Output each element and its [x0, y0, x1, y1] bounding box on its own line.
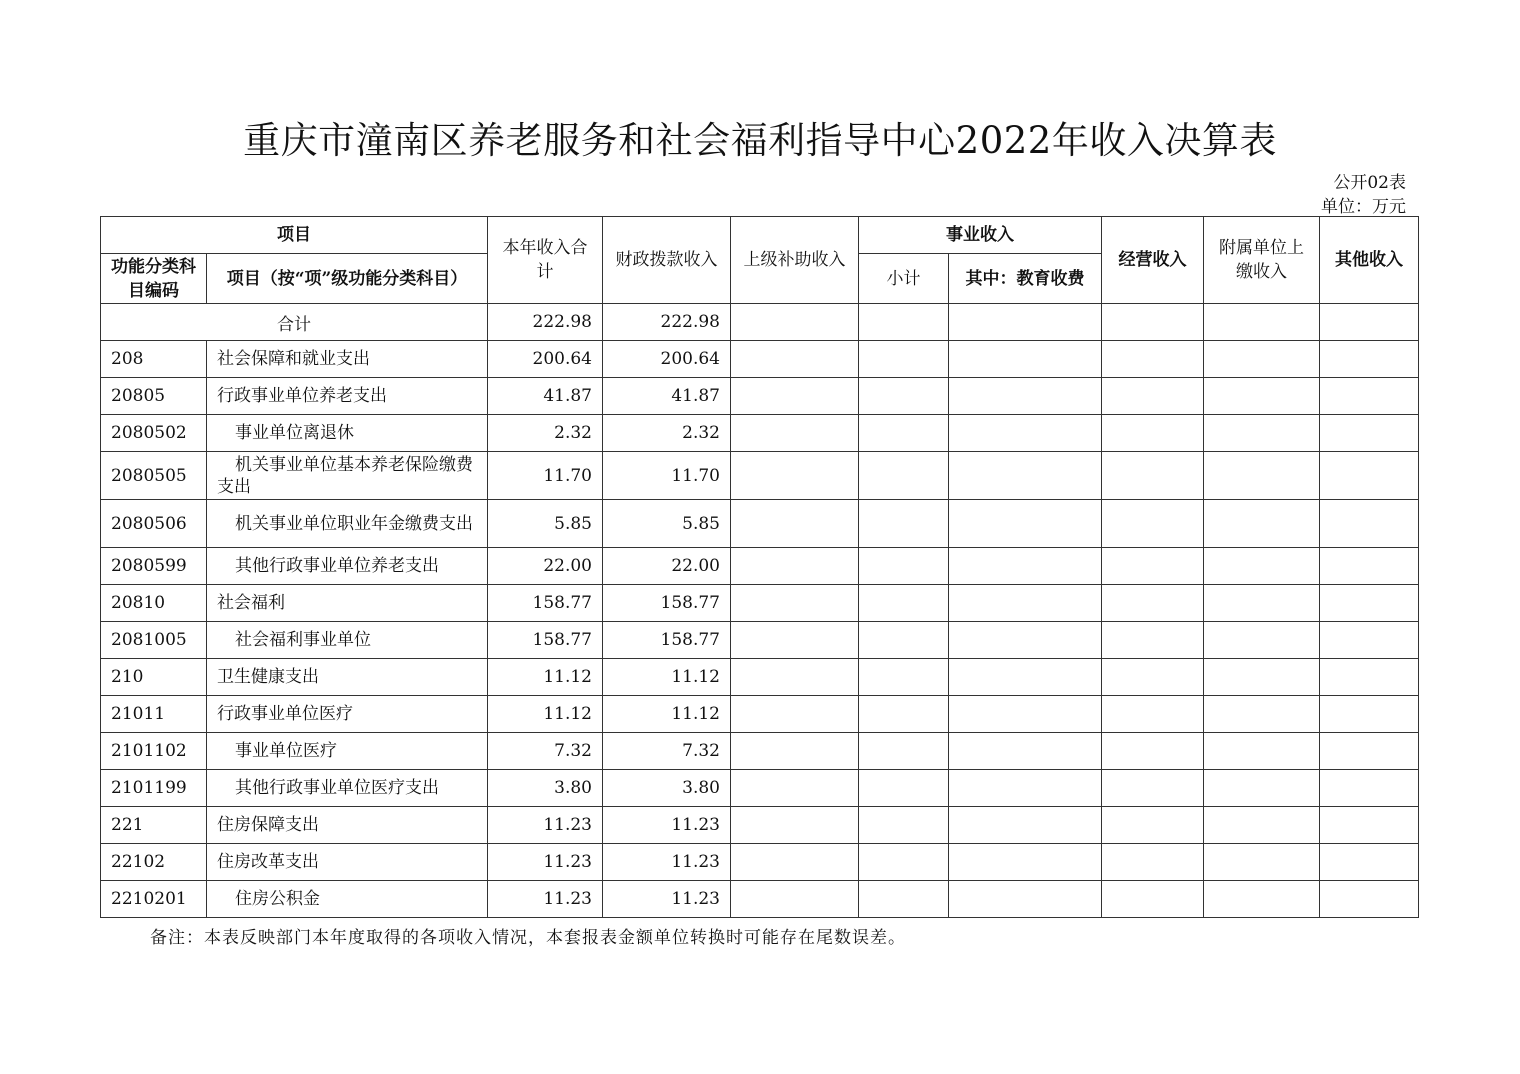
row-name: 卫生健康支出 [207, 659, 488, 696]
row-name: 社会保障和就业支出 [207, 341, 488, 378]
income-table [100, 216, 1419, 918]
row-total: 11.23 [488, 881, 603, 918]
row-code: 208 [101, 341, 207, 378]
row-code: 221 [101, 807, 207, 844]
row-fiscal: 11.23 [603, 807, 731, 844]
table-row [101, 341, 1419, 378]
row-total: 5.85 [488, 500, 603, 548]
table-row [101, 881, 1419, 918]
header-superior-subsidy: 上级补助收入 [731, 217, 859, 304]
row-name: 其他行政事业单位养老支出 [207, 548, 488, 585]
row-name: 事业单位医疗 [207, 733, 488, 770]
row-fiscal: 11.12 [603, 696, 731, 733]
row-name: 机关事业单位基本养老保险缴费支出 [207, 452, 488, 500]
row-code: 2080506 [101, 500, 207, 548]
header-other: 其他收入 [1320, 217, 1419, 304]
row-total: 22.00 [488, 548, 603, 585]
row-total: 3.80 [488, 770, 603, 807]
table-row [101, 500, 1419, 548]
total-income-value: 222.98 [488, 304, 603, 341]
header-fiscal: 财政拨款收入 [603, 217, 731, 304]
header-project: 项目 [101, 217, 488, 254]
row-fiscal: 158.77 [603, 622, 731, 659]
row-fiscal: 11.12 [603, 659, 731, 696]
header-subtotal: 小计 [859, 254, 949, 304]
row-fiscal: 158.77 [603, 585, 731, 622]
table-row [101, 659, 1419, 696]
row-code: 20810 [101, 585, 207, 622]
header-item: 项目（按“项”级功能分类科目） [207, 254, 488, 304]
row-total: 41.87 [488, 378, 603, 415]
table-row [101, 622, 1419, 659]
row-fiscal: 11.23 [603, 844, 731, 881]
row-name: 其他行政事业单位医疗支出 [207, 770, 488, 807]
total-label: 合计 [101, 304, 488, 341]
row-total: 11.23 [488, 844, 603, 881]
row-total: 11.12 [488, 659, 603, 696]
table-row [101, 696, 1419, 733]
total-row [101, 304, 1419, 341]
table-row [101, 585, 1419, 622]
header-total-income: 本年收入合计 [488, 217, 603, 304]
row-fiscal: 22.00 [603, 548, 731, 585]
header-code: 功能分类科目编码 [101, 254, 207, 304]
row-fiscal: 3.80 [603, 770, 731, 807]
row-fiscal: 7.32 [603, 733, 731, 770]
row-total: 11.12 [488, 696, 603, 733]
row-total: 2.32 [488, 415, 603, 452]
row-total: 158.77 [488, 622, 603, 659]
row-fiscal: 200.64 [603, 341, 731, 378]
row-code: 2081005 [101, 622, 207, 659]
row-fiscal: 11.23 [603, 881, 731, 918]
row-code: 2080505 [101, 452, 207, 500]
table-row [101, 415, 1419, 452]
header-affiliate: 附属单位上缴收入 [1204, 217, 1320, 304]
row-total: 158.77 [488, 585, 603, 622]
header-education-fee: 其中：教育收费 [949, 254, 1102, 304]
row-code: 2101199 [101, 770, 207, 807]
row-fiscal: 5.85 [603, 500, 731, 548]
row-name: 行政事业单位医疗 [207, 696, 488, 733]
row-code: 2080502 [101, 415, 207, 452]
footnote: 备注：本表反映部门本年度取得的各项收入情况，本套报表金额单位转换时可能存在尾数误差。 [150, 928, 906, 948]
row-code: 20805 [101, 378, 207, 415]
row-name: 机关事业单位职业年金缴费支出 [207, 500, 488, 548]
table-row [101, 733, 1419, 770]
table-row [101, 548, 1419, 585]
row-name: 住房公积金 [207, 881, 488, 918]
row-code: 2101102 [101, 733, 207, 770]
row-total: 7.32 [488, 733, 603, 770]
row-code: 2210201 [101, 881, 207, 918]
header-business-income: 事业收入 [859, 217, 1102, 254]
row-code: 210 [101, 659, 207, 696]
row-fiscal: 41.87 [603, 378, 731, 415]
row-name: 社会福利事业单位 [207, 622, 488, 659]
header-operating: 经营收入 [1102, 217, 1204, 304]
row-fiscal: 2.32 [603, 415, 731, 452]
row-code: 2080599 [101, 548, 207, 585]
total-fiscal-value: 222.98 [603, 304, 731, 341]
unit-label: 单位：万元 [1321, 197, 1406, 217]
row-code: 21011 [101, 696, 207, 733]
row-total: 11.23 [488, 807, 603, 844]
row-code: 22102 [101, 844, 207, 881]
table-row [101, 807, 1419, 844]
form-number: 公开02表 [1333, 173, 1406, 193]
row-name: 住房改革支出 [207, 844, 488, 881]
table-row [101, 378, 1419, 415]
row-total: 200.64 [488, 341, 603, 378]
page-title: 重庆市潼南区养老服务和社会福利指导中心2022年收入决算表 [243, 119, 1277, 162]
row-name: 事业单位离退休 [207, 415, 488, 452]
table-row [101, 770, 1419, 807]
row-total: 11.70 [488, 452, 603, 500]
row-name: 住房保障支出 [207, 807, 488, 844]
row-name: 社会福利 [207, 585, 488, 622]
row-fiscal: 11.70 [603, 452, 731, 500]
table-row [101, 452, 1419, 500]
row-name: 行政事业单位养老支出 [207, 378, 488, 415]
table-row [101, 844, 1419, 881]
